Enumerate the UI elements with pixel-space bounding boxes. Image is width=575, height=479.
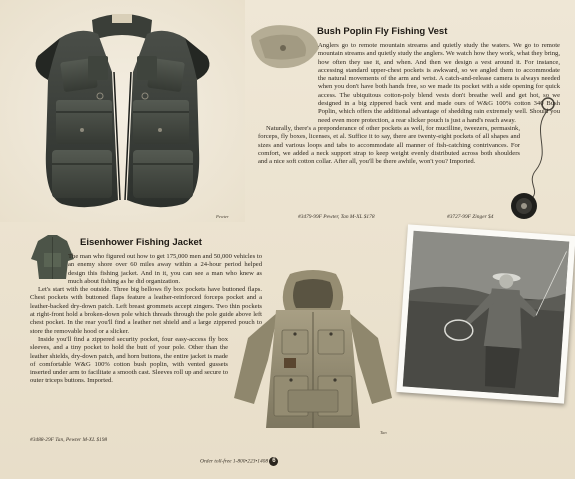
page-footer <box>200 457 278 466</box>
vest-product-title: Bush Poplin Fly Fishing Vest <box>317 26 448 37</box>
jacket-description-paragraph: Let's start with the outside. Three big bellows fly box pockets have buttoned flaps. Chest pockets with buttoned flaps feature a leather-reinforced forceps pocket and a leather-backed dry-down patch. Left breast grommets accept zingers. Two thin pockets at right-front hold a broken-down pole which threads through the pole guide above left chest pocket. In the rear you'll find a leather net shield and a large zippered pouch to store the removable hood or a slicker. <box>30 286 262 335</box>
angler-in-stream-image <box>403 231 570 398</box>
jacket-product-title: Eisenhower Fishing Jacket <box>80 237 202 248</box>
vest-order-info: #3479-99F Pewter, Tan M-XL $178 <box>298 214 375 220</box>
jacket-description-paragraph: The man who figured out how to get 175,000 men and 50,000 vehicles to an enemy shore over 60 miles away within a 24-hour period helped design this fishing jacket. And in it, you can see a man who knew as much about fishing as he did organization. <box>68 253 262 285</box>
vest-description-paragraph: Naturally, there's a preponderance of other pockets as well, for mucilline, tweezers, permasink, forceps, fly boxes, licenses, et al. Suffice it to say, there are twenty-eight pockets of all shapes and sizes and various loops and tabs to accommodate all manner of fish-catching contrivances. For comfort, we added a neck support strap to keep weight evenly distributed across both shoulders and a nice soft cotton collar. After all, you'll be there awhile, won't you? Imported. <box>258 124 520 166</box>
order-phone-text: Order toll-free 1-800•223•1408 <box>200 458 269 465</box>
jacket-description-paragraph: Inside you'll find a zippered security pocket, four easy-access fly box sleeves, and a tiny pocket to hold the butt of your pole. Other than the leather shields, dry-down patch, and horn buttons, the entire jacket is made of comfortable W&G 100% cotton bush poplin, with vented gussets inserted under arm to facilitate a smooth cast. Sleeves roll up and secure to outer triceps buttons. Imported. <box>30 335 228 385</box>
jacket-photo <box>228 268 398 438</box>
historic-photo <box>396 224 575 403</box>
jacket-color-caption: Tan <box>380 430 387 435</box>
page-number: 6 <box>269 457 278 466</box>
fishing-vest-image <box>0 0 245 222</box>
vest-photo <box>0 0 245 222</box>
historic-photo-image <box>403 231 570 398</box>
vest-description-paragraph: Anglers go to remote mountain streams and quietly study the waters. We go to remote mountain streams and quietly study the anglers. We watch how they work, what they bring, how often they use it, and when. And then we design a vest around it. For instance, accessing standard upper-chest pockets is awkward, so we angled them to accommodate the natural movements of the arm and wrist. A catch-and-release camera is always needed when you don't have both hands free, so we made its pocket with a side opening for quick access. The ubiquitous cotton-poly blend vests don't breathe well and get hot, so we designed in a big zippered back vent and made ours of W&G 100% cotton 340 Bush Poplin, which offers the additional advantage of shedding rain extremely well. Should you need even more protection, a rear slicker pouch is just a hand's reach away. <box>318 42 560 124</box>
vest-color-caption: Pewter <box>216 214 229 219</box>
zinger-order-info: #3727-99F Zinger $4 <box>447 214 494 220</box>
eisenhower-jacket-image <box>228 268 398 438</box>
jacket-order-info: #3488-29F Tan, Pewter M-XL $198 <box>30 437 108 443</box>
vest-description <box>258 42 560 166</box>
